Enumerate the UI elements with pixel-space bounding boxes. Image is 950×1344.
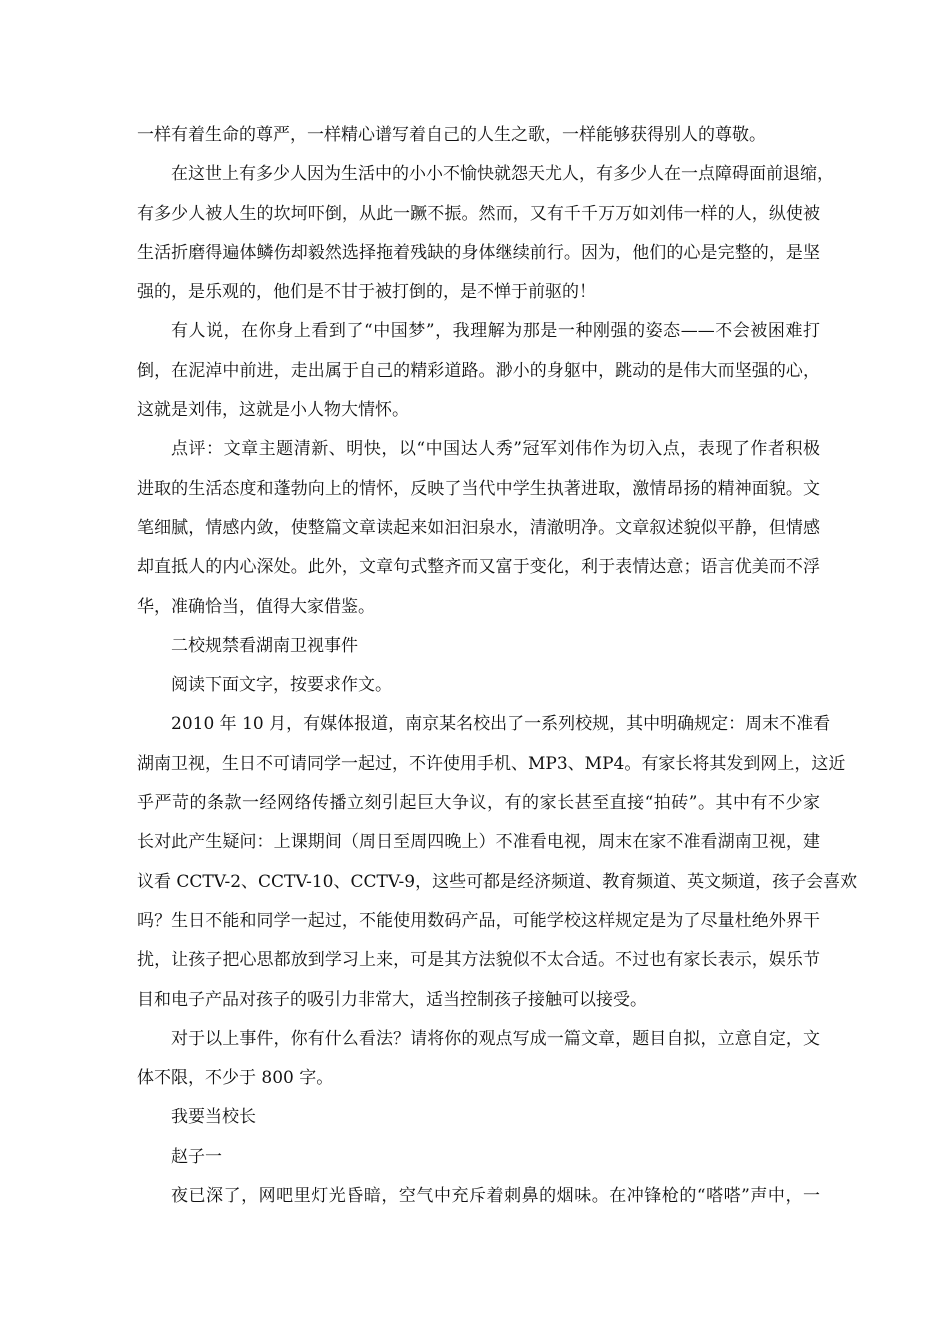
text-line: 华，准确恰当，值得大家借鉴。 bbox=[137, 596, 375, 617]
text-line: 一样有着生命的尊严，一样精心谱写着自己的人生之歌，一样能够获得别人的尊敬。 bbox=[137, 125, 766, 145]
text-line: 乎严苛的条款一经网络传播立刻引起巨大争议，有的家长甚至直接“拍砖”。其中有不少家 bbox=[137, 793, 820, 814]
text-line: 笔细腻，情感内敛，使整篇文章读起来如汩汩泉水，清澈明净。文章叙述貌似平静，但情感 bbox=[137, 517, 820, 538]
text-line: 长对此产生疑问：上课期间（周日至周四晚上）不准看电视，周末在家不准看湖南卫视，建 bbox=[137, 832, 820, 853]
paragraph-essay-opening bbox=[137, 1177, 820, 1216]
text-line: 有人说，在你身上看到了“中国梦”，我理解为那是一种刚强的姿态——不会被困难打 bbox=[171, 321, 820, 342]
text-line: 体不限，不少于 800 字。 bbox=[137, 1068, 334, 1089]
paragraph-news bbox=[137, 705, 858, 1019]
text-line: 进取的生活态度和蓬勃向上的情怀，反映了当代中学生执著进取，激情昂扬的精神面貌。文 bbox=[137, 478, 820, 499]
text-line: 这就是刘伟，这就是小人物大情怀。 bbox=[137, 400, 409, 421]
document-page bbox=[137, 116, 858, 1216]
text-line: 夜已深了，网吧里灯光昏暗，空气中充斥着刺鼻的烟味。在冲锋枪的“嗒嗒”声中，一 bbox=[171, 1186, 820, 1207]
text-line: 对于以上事件，你有什么看法？请将你的观点写成一篇文章，题目自拟，立意自定，文 bbox=[171, 1028, 820, 1049]
essay-title bbox=[137, 1098, 820, 1137]
paragraph-task bbox=[137, 1020, 820, 1099]
text-line: 目和电子产品对孩子的吸引力非常大，适当控制孩子接触可以接受。 bbox=[137, 989, 647, 1010]
text-line: 吗？生日不能和同学一起过，不能使用数码产品，可能学校这样规定是为了尽量杜绝外界干 bbox=[137, 910, 820, 931]
text-line: 在这世上有多少人因为生活中的小小不愉快就怨天尤人，有多少人在一点障碍面前退缩， bbox=[171, 164, 834, 185]
text-line: 赵子一 bbox=[171, 1146, 222, 1167]
text-line: 生活折磨得遍体鳞伤却毅然选择拖着残缺的身体继续前行。因为，他们的心是完整的，是坚 bbox=[137, 242, 820, 263]
text-line: 倒，在泥淖中前进，走出属于自己的精彩道路。渺小的身躯中，跳动的是伟大而坚强的心， bbox=[137, 360, 820, 381]
text-line: 议看 CCTV-2、CCTV-10、CCTV-9，这些可都是经济频道、教育频道、英文频道，孩子会喜欢 bbox=[137, 871, 858, 892]
text-line: 二校规禁看湖南卫视事件 bbox=[171, 635, 358, 656]
text-line: 强的，是乐观的，他们是不甘于被打倒的，是不惮于前驱的！ bbox=[137, 282, 596, 303]
paragraph-china-dream bbox=[137, 312, 820, 430]
paragraph-comment bbox=[137, 430, 820, 626]
text-line: 扰，让孩子把心思都放到学习上来，可是其方法貌似不太合适。不过也有家长表示，娱乐节 bbox=[137, 950, 820, 971]
text-line: 我要当校长 bbox=[171, 1107, 256, 1128]
paragraph-instruction bbox=[137, 666, 820, 705]
text-line: 2010 年 10 月，有媒体报道，南京某名校出了一系列校规，其中明确规定：周末不准看 bbox=[171, 714, 831, 735]
section-title bbox=[137, 627, 820, 666]
paragraph-respect bbox=[137, 116, 820, 155]
essay-author bbox=[137, 1138, 820, 1177]
text-line: 有多少人被人生的坎坷吓倒，从此一蹶不振。然而，又有千千万万如刘伟一样的人，纵使被 bbox=[137, 203, 820, 224]
text-line: 却直抵人的内心深处。此外，文章句式整齐而又富于变化，利于表情达意；语言优美而不浮 bbox=[137, 557, 820, 578]
text-line: 阅读下面文字，按要求作文。 bbox=[171, 675, 392, 696]
text-line: 点评：文章主题清新、明快，以“中国达人秀”冠军刘伟作为切入点，表现了作者积极 bbox=[171, 439, 820, 460]
text-line: 湖南卫视，生日不可请同学一起过，不许使用手机、MP3、MP4。有家长将其发到网上，这近 bbox=[137, 753, 846, 774]
paragraph-perseverance bbox=[137, 155, 834, 312]
